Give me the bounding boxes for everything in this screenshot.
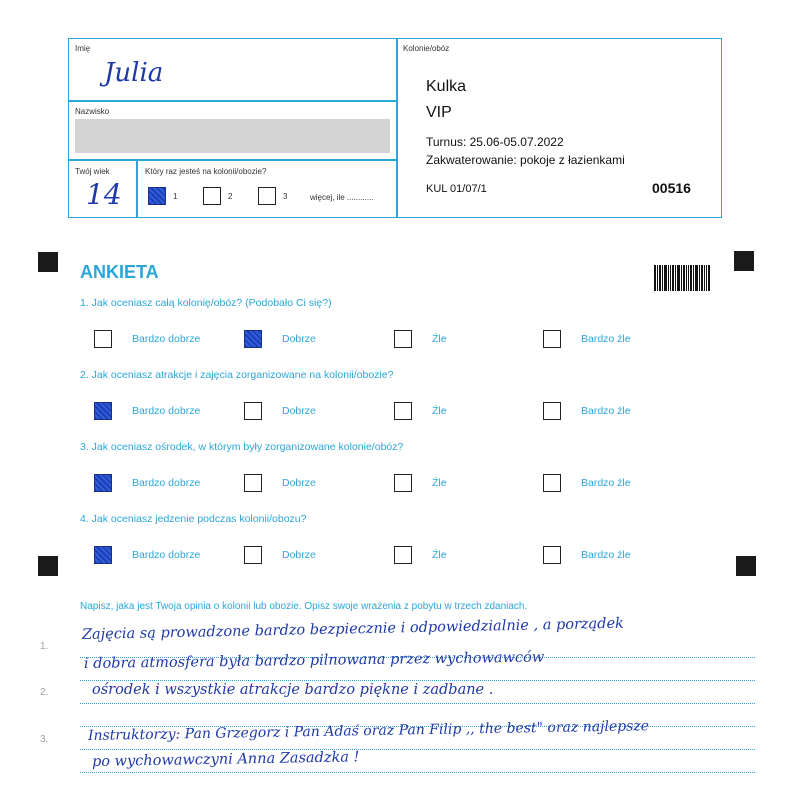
question-2-text: 2. Jak oceniasz atrakcje i zajęcia zorganizowane na kolonii/obozie? — [80, 369, 394, 381]
question-2-checkbox-2[interactable] — [244, 402, 262, 420]
colony-label: Kolonie/obóz — [403, 44, 450, 53]
question-4-option-1: Bardzo dobrze — [132, 549, 201, 561]
writing-line-2 — [80, 680, 755, 681]
corner-marker-top-left — [38, 252, 58, 272]
survey-title: ANKIETA — [80, 262, 159, 282]
line-number-3: 3. — [40, 734, 49, 745]
visits-option-2: 2 — [228, 192, 233, 201]
visits-option-1: 1 — [173, 192, 178, 201]
form-number: 00516 — [652, 180, 691, 196]
age-field[interactable]: 14 — [86, 178, 122, 211]
visits-more: więcej, ile ............ — [310, 193, 374, 202]
turnus: Turnus: 25.06-05.07.2022 — [426, 135, 564, 149]
line-number-1: 1. — [40, 641, 49, 652]
question-1-option-2: Dobrze — [282, 333, 316, 345]
visits-option-3: 3 — [283, 192, 288, 201]
question-4-checkbox-2[interactable] — [244, 546, 262, 564]
question-3-option-4: Bardzo źle — [581, 477, 631, 489]
line-number-2: 2. — [40, 687, 49, 698]
question-1-text: 1. Jak oceniasz całą kolonię/obóz? (Podobało Ci się?) — [80, 297, 332, 309]
age-label: Twój wiek — [75, 167, 110, 176]
corner-marker-bottom-left — [38, 556, 58, 576]
question-3-checkbox-2[interactable] — [244, 474, 262, 492]
barcode — [654, 265, 711, 291]
question-2-option-3: Źle — [432, 405, 447, 417]
surname-row-line — [68, 159, 396, 161]
question-3-option-3: Źle — [432, 477, 447, 489]
colony-code: KUL 01/07/1 — [426, 183, 487, 195]
question-1-checkbox-2[interactable] — [244, 330, 262, 348]
question-4-text: 4. Jak oceniasz jedzenie podczas kolonii/obozu? — [80, 513, 307, 525]
corner-marker-bottom-right — [736, 556, 756, 576]
question-2-option-4: Bardzo źle — [581, 405, 631, 417]
age-divider — [136, 159, 138, 218]
writing-line-5 — [80, 749, 755, 750]
question-2-checkbox-4[interactable] — [543, 402, 561, 420]
question-1-checkbox-4[interactable] — [543, 330, 561, 348]
name-field[interactable]: Julia — [104, 58, 164, 88]
writing-line-6 — [80, 772, 755, 773]
name-label: Imię — [75, 44, 91, 53]
question-3-checkbox-1[interactable] — [94, 474, 112, 492]
surname-redacted — [75, 119, 390, 153]
colony-name: Kulka — [426, 78, 467, 95]
question-1-option-1: Bardzo dobrze — [132, 333, 201, 345]
question-4-option-3: Źle — [432, 549, 447, 561]
question-3-checkbox-4[interactable] — [543, 474, 561, 492]
question-1-checkbox-3[interactable] — [394, 330, 412, 348]
opinion-prompt: Napisz, jaka jest Twoja opinia o kolonii lub obozie. Opisz swoje wrażenia z pobytu w trzech zdaniach. — [80, 601, 528, 612]
name-row-line — [68, 100, 396, 102]
visits-checkbox-3[interactable] — [258, 187, 276, 205]
question-4-checkbox-3[interactable] — [394, 546, 412, 564]
question-1-option-4: Bardzo źle — [581, 333, 631, 345]
question-4-checkbox-4[interactable] — [543, 546, 561, 564]
question-1-option-3: Źle — [432, 333, 447, 345]
corner-marker-top-right — [734, 251, 754, 271]
question-3-option-1: Bardzo dobrze — [132, 477, 201, 489]
handwriting-line-5[interactable]: po wychowawczyni Anna Zasadzka ! — [91, 749, 360, 770]
handwriting-line-1[interactable]: Zajęcia są prowadzone bardzo bezpiecznie i odpowiedzialnie , a porządek — [81, 615, 625, 643]
question-2-checkbox-3[interactable] — [394, 402, 412, 420]
question-3-checkbox-3[interactable] — [394, 474, 412, 492]
handwriting-line-3[interactable]: ośrodek i wszystkie atrakcje bardzo piękne i zadbane . — [92, 682, 494, 698]
accommodation: Zakwaterowanie: pokoje z łazienkami — [426, 153, 625, 167]
surname-label: Nazwisko — [75, 107, 110, 116]
question-3-option-2: Dobrze — [282, 477, 316, 489]
colony-type: VIP — [426, 104, 452, 121]
question-4-option-4: Bardzo źle — [581, 549, 631, 561]
question-2-checkbox-1[interactable] — [94, 402, 112, 420]
question-4-option-2: Dobrze — [282, 549, 316, 561]
question-3-text: 3. Jak oceniasz ośrodek, w którym były zorganizowane kolonie/obóz? — [80, 441, 404, 453]
question-2-option-1: Bardzo dobrze — [132, 405, 201, 417]
visits-checkbox-1[interactable] — [148, 187, 166, 205]
question-1-checkbox-1[interactable] — [94, 330, 112, 348]
writing-line-3 — [80, 703, 755, 704]
handwriting-line-4[interactable]: Instruktorzy: Pan Grzegorz i Pan Adaś oraz Pan Filip ,, the best" oraz najlepsze — [87, 718, 650, 744]
question-4-checkbox-1[interactable] — [94, 546, 112, 564]
visits-checkbox-2[interactable] — [203, 187, 221, 205]
visits-label: Który raz jesteś na kolonii/obozie? — [145, 167, 267, 176]
question-2-option-2: Dobrze — [282, 405, 316, 417]
header-divider — [396, 38, 398, 218]
handwriting-line-2[interactable]: i dobra atmosfera była bardzo pilnowana przez wychowawców — [83, 649, 545, 672]
